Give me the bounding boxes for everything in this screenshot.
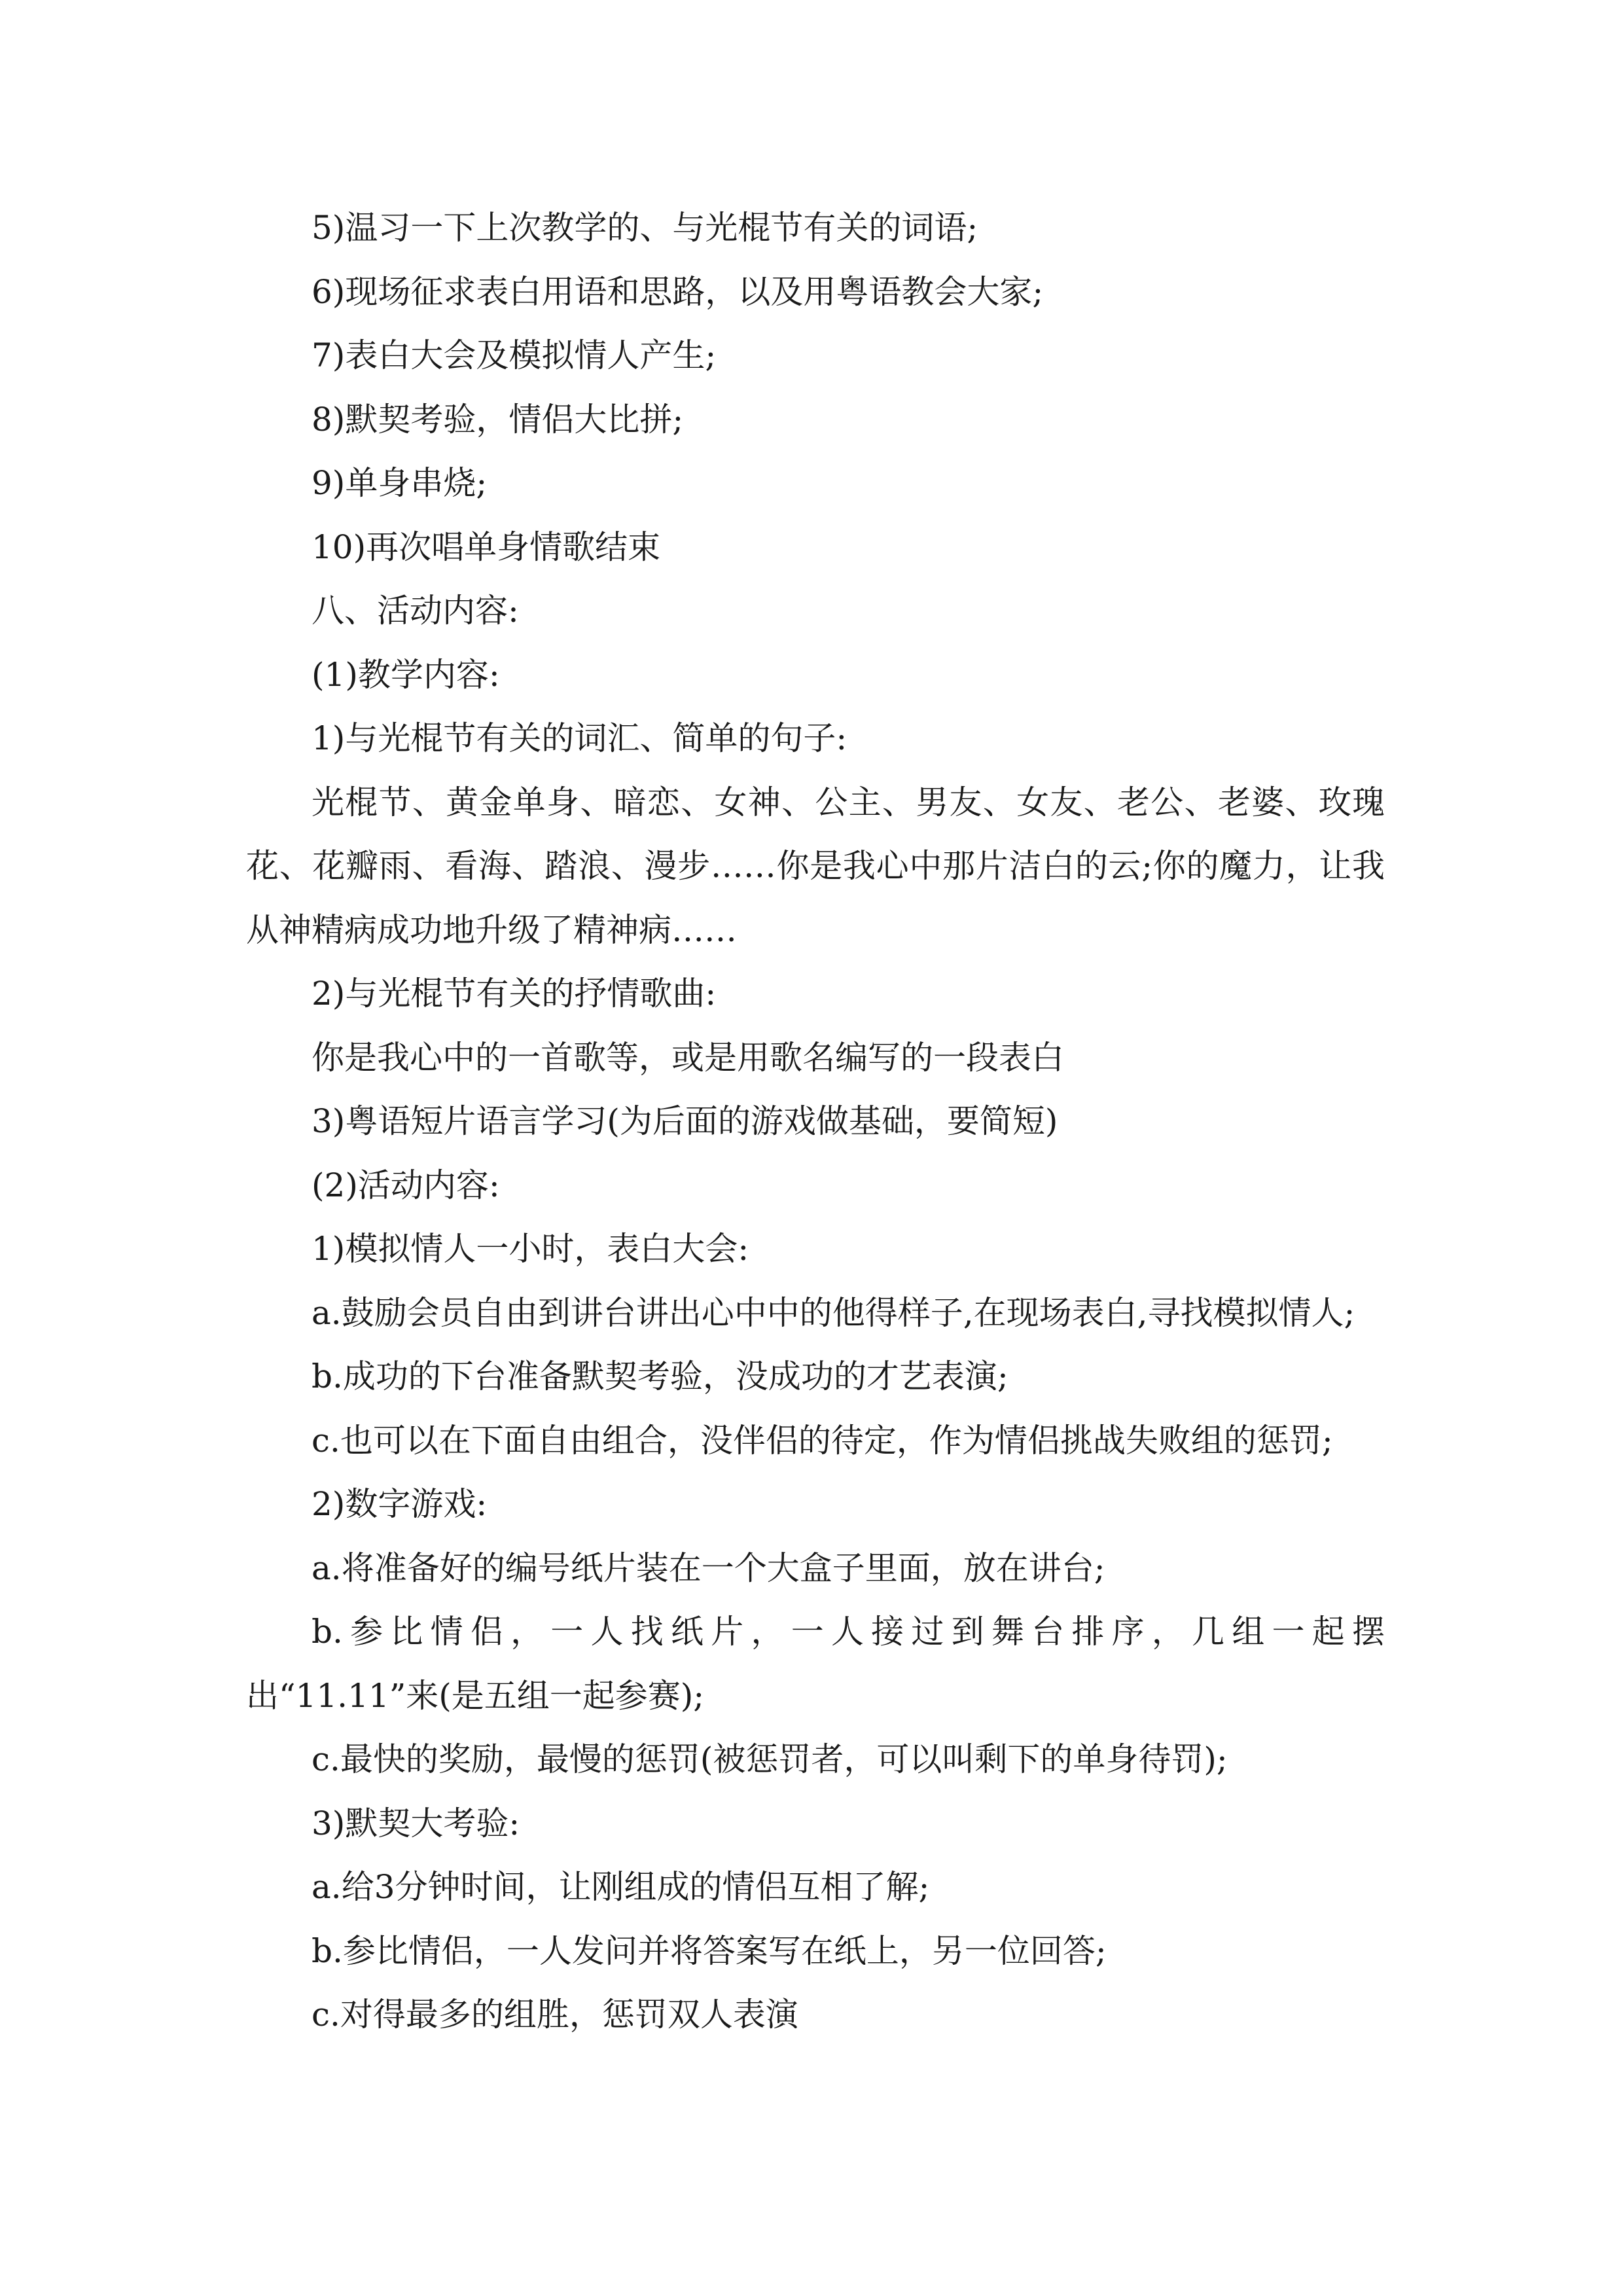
- subsection-heading-activities: (2)活动内容:: [312, 1166, 500, 1204]
- document-body: [246, 196, 1385, 2047]
- paragraph-step-9: 9)单身串烧;: [312, 464, 488, 502]
- tacit-test-item-b: b.参比情侣，一人发问并将答案写在纸上，另一位回答;: [312, 1931, 1107, 1970]
- section-heading-activity-content: 八、活动内容:: [312, 592, 519, 630]
- tacit-test-item-a: a.给3分钟时间，让刚组成的情侣互相了解;: [312, 1868, 930, 1906]
- paragraph-step-6: 6)现场征求表白用语和思路，以及用粤语教会大家;: [312, 272, 1044, 311]
- subsection-heading-teaching: (1)教学内容:: [312, 655, 500, 694]
- item-songs-heading: 2)与光棍节有关的抒情歌曲:: [312, 975, 717, 1013]
- paragraph-step-10: 10)再次唱单身情歌结束: [312, 528, 661, 566]
- tacit-test-item-c: c.对得最多的组胜，惩罚双人表演: [312, 1996, 798, 2034]
- paragraph-step-8: 8)默契考验，情侣大比拼;: [312, 400, 684, 439]
- item-number-game-heading: 2)数字游戏:: [312, 1485, 488, 1523]
- songs-paragraph: 你是我心中的一首歌等，或是用歌名编写的一段表白: [312, 1038, 1064, 1077]
- item-cantonese-heading: 3)粤语短片语言学习(为后面的游戏做基础，要简短): [312, 1102, 1058, 1140]
- confession-item-b: b.成功的下台准备默契考验，没成功的才艺表演;: [312, 1357, 1008, 1395]
- number-game-item-c: c.最快的奖励，最慢的惩罚(被惩罚者，可以叫剩下的单身待罚);: [312, 1740, 1228, 1778]
- number-game-item-b: b.参比情侣，一人找纸片，一人接过到舞台排序，几组一起摆出“11.11”来(是五组一起参赛);: [246, 1613, 1385, 1715]
- item-confession-heading: 1)模拟情人一小时，表白大会:: [312, 1230, 749, 1268]
- confession-item-c: c.也可以在下面自由组合，没伴侣的待定，作为情侣挑战失败组的惩罚;: [312, 1421, 1333, 1460]
- paragraph-step-5: 5)温习一下上次教学的、与光棍节有关的词语;: [312, 209, 978, 247]
- item-tacit-test-heading: 3)默契大考验:: [312, 1804, 520, 1842]
- paragraph-step-7: 7)表白大会及模拟情人产生;: [312, 336, 717, 374]
- confession-item-a: a.鼓励会员自由到讲台讲出心中中的他得样子,在现场表白,寻找模拟情人;: [312, 1293, 1355, 1332]
- number-game-item-a: a.将准备好的编号纸片装在一个大盒子里面，放在讲台;: [312, 1549, 1105, 1587]
- vocabulary-paragraph: 光棍节、黄金单身、暗恋、女神、公主、男友、女友、老公、老婆、玫瑰花、花瓣雨、看海、踏浪、漫步……你是我心中那片洁白的云;你的魔力，让我从神精病成功地升级了精神病……: [246, 783, 1385, 949]
- item-vocabulary-heading: 1)与光棍节有关的词汇、简单的句子:: [312, 719, 847, 757]
